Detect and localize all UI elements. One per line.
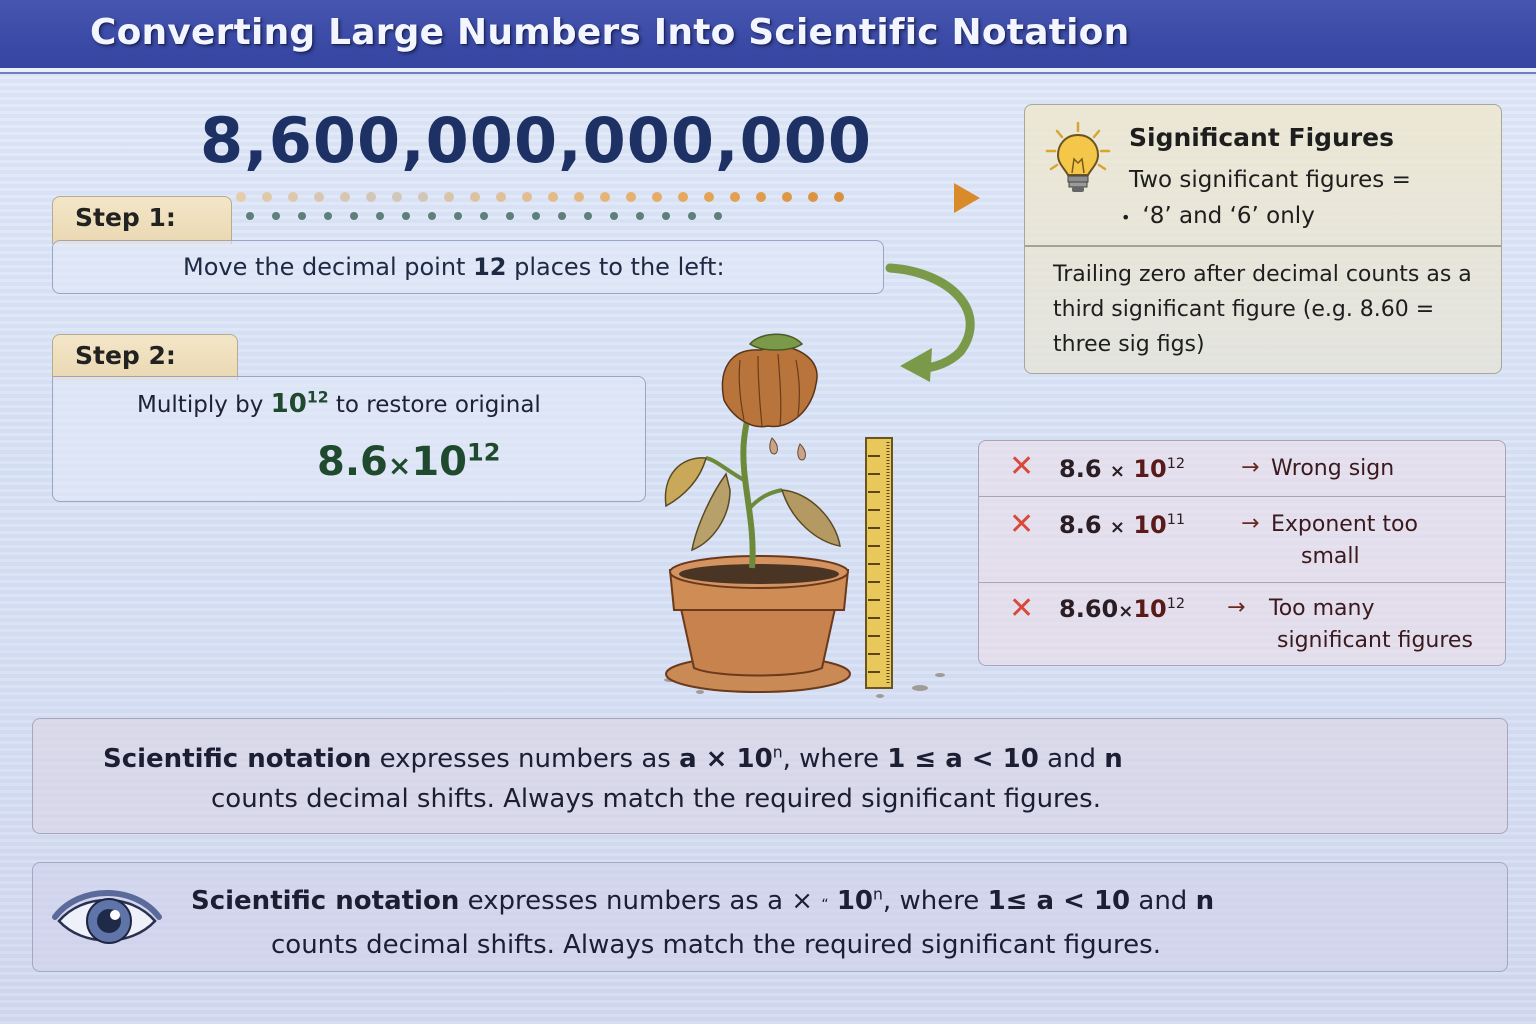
step1-label: Step 1: [75, 203, 176, 232]
summary-box [32, 718, 1508, 834]
step2-label: Step 2: [75, 341, 176, 370]
decimal-shift-arrow [236, 192, 860, 202]
scientific-notation-result: $8.6\times 10^{12}$ [317, 438, 501, 485]
error-description: Exponent too small [1271, 512, 1418, 569]
error-expression: $8.60\times 10^{12}$ [1059, 595, 1186, 623]
error-expression: $8.6 \times 10^{11}$ [1059, 511, 1186, 539]
arrow-icon: → [1227, 595, 1246, 620]
x-mark-icon: ✕ [1009, 507, 1035, 542]
large-number: 8,600,000,000,000 [200, 104, 873, 177]
summary-text: Scientific notation expresses numbers as $a \times 10^n$, where 1 ≤ a < 10 and n counts decimal shifts. Always match the required significant figures. [103, 743, 1123, 814]
step2-instruction: Multiply by $10^{12}$ to restore original [137, 388, 541, 419]
x-mark-icon: ✕ [1009, 449, 1035, 484]
significant-figures-panel [1024, 104, 1502, 374]
error-description: Wrong sign [1271, 456, 1395, 481]
common-errors-panel [978, 440, 1506, 666]
error-row [979, 441, 1505, 497]
page-title: Converting Large Numbers Into Scientific Notation [90, 12, 1130, 53]
lightbulb-icon [1043, 121, 1113, 201]
sig-figs-digits: • ‘8’ and ‘6’ only [1121, 203, 1315, 229]
arrow-icon: → [1241, 455, 1260, 480]
step2-tab [52, 334, 238, 380]
sig-figs-rule: Two significant figures = [1129, 167, 1411, 193]
wilted-plant-illustration [640, 260, 1000, 700]
places-count: 12 [473, 253, 507, 281]
sig-figs-title: Significant Figures [1129, 123, 1395, 152]
eye-note-text: Scientific notation expresses numbers as a × “ 10$^n$, where 1≤ a < 10 and n counts decimal shifts. Always match the required significant figures. [191, 885, 1215, 960]
eye-note-box [32, 862, 1508, 972]
bullet: • [1121, 208, 1131, 227]
power-of-ten: $10^{12}$ [270, 388, 329, 419]
eye-icon [49, 883, 165, 953]
error-description: Too many significant figures [1269, 596, 1473, 653]
step1-instruction: Move the decimal point 12 places to the left: [183, 253, 725, 281]
arrow-icon: → [1241, 511, 1260, 536]
divider [1025, 245, 1501, 247]
step2-box [52, 376, 646, 502]
header-banner [0, 0, 1536, 72]
trailing-zero-note: Trailing zero after decimal counts as a third significant figure (e.g. 8.60 = three sig figs) [1053, 262, 1472, 357]
orange-arrow-head-icon [954, 183, 980, 213]
error-row [979, 497, 1505, 583]
error-row [979, 583, 1505, 667]
decimal-places-dots [246, 212, 740, 220]
x-mark-icon: ✕ [1009, 591, 1035, 626]
error-expression: $8.6 \times 10^{12}$ [1059, 455, 1186, 483]
step1-tab [52, 196, 232, 244]
